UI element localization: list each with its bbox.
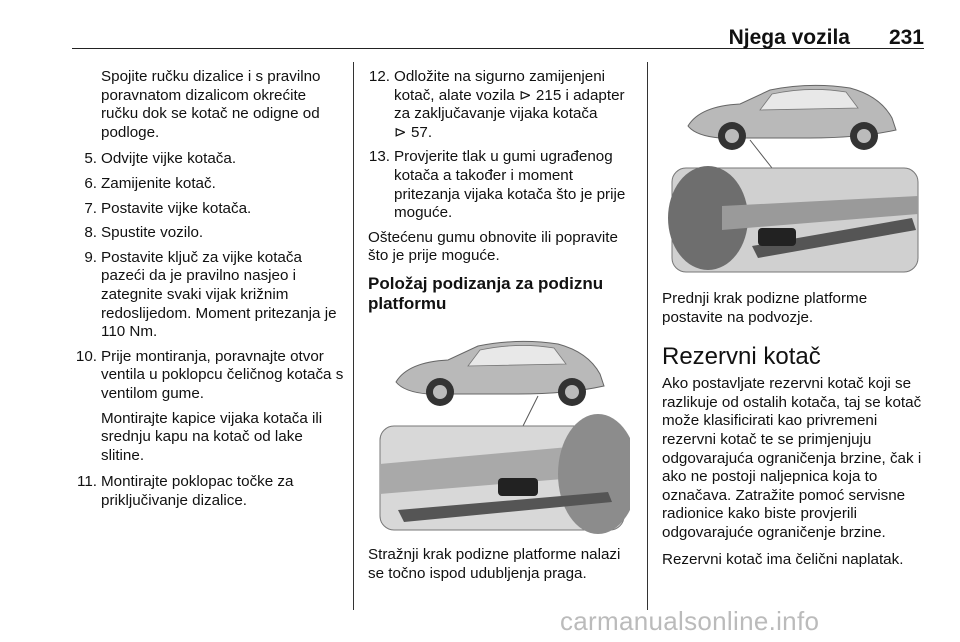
subheading: Položaj podizanja za podiznu platformu — [368, 273, 604, 313]
page-header — [72, 26, 924, 49]
front-lift-figure — [662, 68, 928, 274]
list-item: 11. Montirajte poklopac točke za priključivanje dizalice. — [77, 473, 294, 509]
column-2 — [368, 68, 636, 591]
paragraph: Oštećenu gumu obnovite ili popravite što je prije moguće. — [368, 228, 618, 265]
page-number: 231 — [888, 26, 924, 49]
item-note: Montirajte kapice vijaka kotača ili srednju kapu na kotač od lake slitine. — [101, 409, 323, 464]
paragraph: Rezervni kotač ima čelični naplatak. — [662, 550, 904, 568]
list-item: 10. Prije montiranja, poravnajte otvor ventila u poklopcu čeličnog kotača s ventilom gume. — [75, 347, 344, 402]
list-item: 5. Odvijte vijke kotača. — [84, 150, 237, 168]
step-continuation: Spojite ručku dizalice i s pravilno poravnatom dizalicom okrećite ručku dok se kotač ne odigne od podloge. — [101, 68, 321, 141]
list-item: 8. Spustite vozilo. — [84, 224, 204, 242]
section-heading: Rezervni kotač — [662, 343, 821, 371]
list-item: 9. Postavite ključ za vijke kotača pazeći da je pravilno nasjeo i zategnite svaki vijak križnim redoslijedom. Moment pritezanja je 110 Nm. — [84, 248, 337, 341]
column-divider-2 — [647, 62, 648, 610]
ref-arrow-icon: ⊳ — [518, 86, 532, 104]
figure-caption: Stražnji krak podizne platforme nalazi se točno ispod udubljenja praga. — [368, 545, 621, 582]
figure-caption: Prednji krak podizne platforme postavite na podvozje. — [662, 290, 868, 326]
list-item: 6. Zamijenite kotač. — [84, 174, 216, 192]
rear-lift-figure — [368, 324, 636, 536]
column-divider-1 — [353, 62, 354, 610]
paragraph: Ako postavljate rezervni kotač koji se razlikuje od ostalih kotača, taj se kotač može klasificirati kao privremeni rezervni kotač te se primjenjuju odgovarajuća ograničenja brzine, čak i ako ne postoji naljepnica koja to označava. Zatražite pomoć servisne radionice kako biste provjerili odgovarajuće ograničenje brzine. — [662, 375, 922, 541]
car-lift-illustration — [662, 68, 924, 274]
ref-arrow-icon: ⊳ — [394, 123, 407, 141]
column-3 — [662, 68, 928, 577]
watermark: carmanualsonline.info — [560, 606, 820, 636]
car-lift-illustration — [368, 324, 630, 536]
list-item: 13. Provjerite tlak u gumi ugrađenog kotača a također i moment pritezanja vijaka kotača što je prije moguće. — [368, 148, 626, 222]
column-1 — [75, 68, 347, 516]
page-ref-link[interactable]: 215 — [535, 86, 562, 104]
list-item: 12. Odložite na sigurno zamijenjeni kotač, alate vozila ⊳ 215 i adapter za zaključavanje vijaka kotača ⊳ 57. — [368, 68, 625, 141]
chapter-title: Njega vozila — [728, 26, 850, 49]
page-ref-link[interactable]: 57 — [410, 123, 428, 141]
list-item: 7. Postavite vijke kotača. — [84, 199, 252, 217]
